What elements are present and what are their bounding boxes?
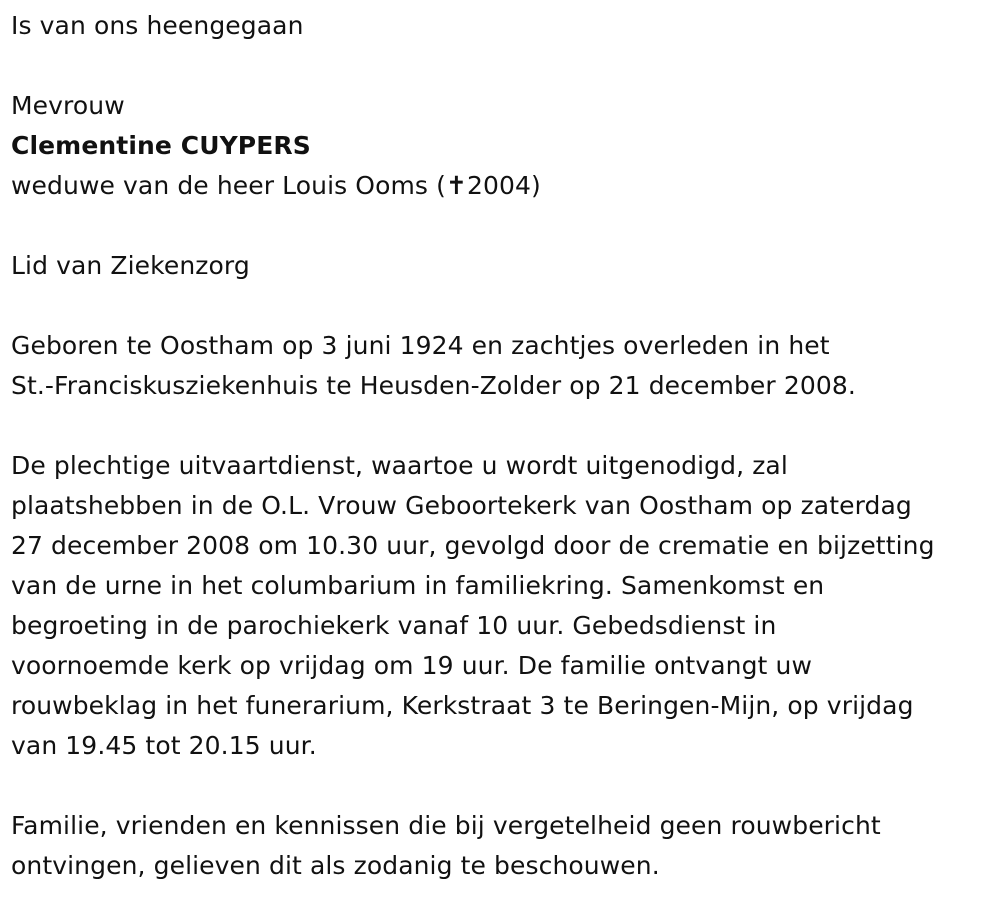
paragraph-line: Familie, vrienden en kennissen die bij vergetelheid geen rouwbericht [11,811,881,840]
paragraph-line: 27 december 2008 om 10.30 uur, gevolgd door de crematie en bijzetting [11,531,935,560]
paragraph-line: Geboren te Oostham op 3 juni 1924 en zachtjes overleden in het [11,331,830,360]
paragraph-line: voornoemde kerk op vrijdag om 19 uur. De familie ontvangt uw [11,651,812,680]
paragraph-line: van 19.45 tot 20.15 uur. [11,731,317,760]
paragraph-line: ontvingen, gelieven dit als zodanig te beschouwen. [11,851,660,880]
paragraph-line: De plechtige uitvaartdienst, waartoe u wordt uitgenodigd, zal [11,451,788,480]
funeral-paragraph [11,446,991,766]
paragraph-line: plaatshebben in de O.L. Vrouw Geboortekerk van Oostham op zaterdag [11,491,912,520]
paragraph-line: van de urne in het columbarium in familiekring. Samenkomst en [11,571,825,600]
paragraph-line: rouwbeklag in het funerarium, Kerkstraat 3 te Beringen-Mijn, op vrijdag [11,691,914,720]
spacer [11,766,991,806]
spouse-line: weduwe van de heer Louis Ooms (✝2004) [11,171,541,200]
spacer [11,286,991,326]
spacer [11,46,991,86]
paragraph-line: begroeting in de parochiekerk vanaf 10 uur. Gebedsdienst in [11,611,777,640]
honorific: Mevrouw [11,91,125,120]
closing-paragraph [11,806,991,886]
spacer [11,206,991,246]
death-notice [11,6,991,886]
membership-line: Lid van Ziekenzorg [11,251,250,280]
spacer [11,406,991,446]
paragraph-line: St.-Franciskusziekenhuis te Heusden-Zolder op 21 december 2008. [11,371,856,400]
birth-death-paragraph [11,326,991,406]
intro-text: Is van ons heengegaan [11,11,304,40]
deceased-name: Clementine CUYPERS [11,131,311,160]
